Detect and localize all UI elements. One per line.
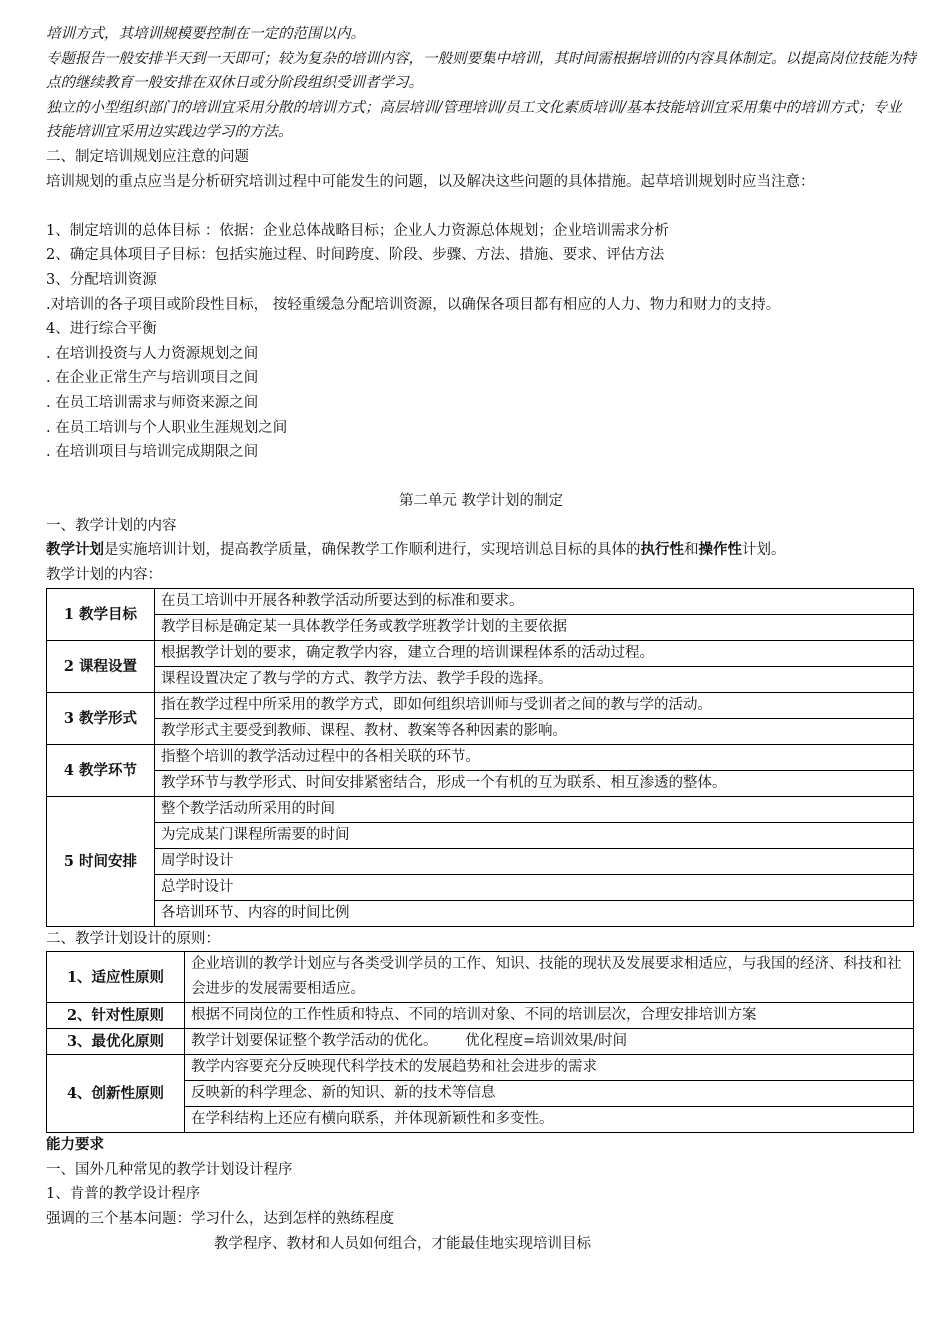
ability-heading: 能力要求 — [46, 1136, 104, 1154]
table-cell: 指整个培训的教学活动过程中的各相关联的环节。 — [155, 744, 914, 770]
document-page — [46, 22, 916, 1256]
table-cell: 总学时设计 — [155, 874, 914, 900]
teaching-plan-content-table — [46, 588, 914, 927]
row-label: 4、创新性原则 — [47, 1055, 185, 1133]
table-cell: 教学内容要充分反映现代科学技术的发展趋势和社会进步的需求 — [185, 1055, 914, 1081]
content-label: 教学计划的内容： — [46, 567, 162, 584]
ability-line: 1、肯普的教学设计程序 — [46, 1186, 201, 1203]
table-row — [47, 1029, 914, 1055]
table-row — [47, 1003, 914, 1029]
list-item: 2、确定具体项目子目标：包括实施过程、时间跨度、阶段、步骤、方法、措施、要求、评估方法 — [46, 247, 665, 264]
subsection-heading: 一、教学计划的内容 — [46, 517, 177, 534]
table-cell: 教学形式主要受到教师、课程、教材、教案等各种因素的影响。 — [155, 718, 914, 744]
table-cell: 企业培训的教学计划应与各类受训学员的工作、知识、技能的现状及发展要求相适应，与我国的经济、科技和社会进步的发展需要相适应。 — [185, 952, 914, 1003]
table-cell: 各培训环节、内容的时间比例 — [155, 900, 914, 926]
row-label: 2、针对性原则 — [47, 1003, 185, 1029]
table-cell: 指在教学过程中所采用的教学方式，即如何组织培训师与受训者之间的教与学的活动。 — [155, 692, 914, 718]
list-item: . 在员工培训与个人职业生涯规划之间 — [46, 419, 288, 436]
table-cell: 根据教学计划的要求，确定教学内容，建立合理的培训课程体系的活动过程。 — [155, 640, 914, 666]
design-principles-table — [46, 951, 914, 1133]
table-row — [47, 744, 914, 770]
list-item: . 在培训项目与培训完成期限之间 — [46, 444, 259, 461]
intro-paragraph-1: 培训方式，其培训规模要控制在一定的范围以内。 — [46, 26, 365, 42]
list-item: . 在企业正常生产与培训项目之间 — [46, 370, 259, 387]
table-row — [47, 1055, 914, 1081]
table-cell: 教学目标是确定某一具体教学任务或教学班教学计划的主要依据 — [155, 614, 914, 640]
list-item: .对培训的各子项目或阶段性目标， 按轻重缓急分配培训资源，以确保各项目都有相应的人力、物力和财力的支持。 — [46, 296, 781, 313]
ability-line: 强调的三个基本问题：学习什么，达到怎样的熟练程度 — [46, 1211, 394, 1228]
table-row — [47, 848, 914, 874]
row-label: 4 教学环节 — [47, 744, 155, 796]
table-row — [47, 692, 914, 718]
ability-line: 一、国外几种常见的教学计划设计程序 — [46, 1161, 293, 1178]
intro-paragraph-3: 独立的小型组织部门的培训宜采用分散的培训方式；高层培训/管理培训/员工文化素质培训/基本技能培训宜采用集中的培训方式；专业技能培训宜采用边实践边学习的方法。 — [46, 99, 902, 141]
table-row — [47, 718, 914, 744]
list-item: 1、制定培训的总体目标 ：依据：企业总体战略目标；企业人力资源总体规划；企业培训需求分析 — [46, 222, 669, 239]
definition-term: 教学计划 — [46, 541, 104, 559]
table-cell: 整个教学活动所采用的时间 — [155, 796, 914, 822]
table-row — [47, 952, 914, 1003]
definition-paragraph: 教学计划是实施培训计划，提高教学质量，确保教学工作顺利进行，实现培训总目标的具体的执行性和操作性计划。 — [46, 541, 786, 559]
table-cell: 反映新的科学理念、新的知识、新的技术等信息 — [185, 1081, 914, 1107]
table-cell: 课程设置决定了教与学的方式、教学方法、教学手段的选择。 — [155, 666, 914, 692]
table-row — [47, 770, 914, 796]
table-row — [47, 640, 914, 666]
row-label: 3、最优化原则 — [47, 1029, 185, 1055]
table-cell: 在学科结构上还应有横向联系，并体现新颖性和多变性。 — [185, 1107, 914, 1133]
table-row — [47, 822, 914, 848]
table-row — [47, 874, 914, 900]
list-item: 4、进行综合平衡 — [46, 321, 157, 338]
table-cell: 在员工培训中开展各种教学活动所要达到的标准和要求。 — [155, 588, 914, 614]
section-intro: 培训规划的重点应当是分析研究培训过程中可能发生的问题，以及解决这些问题的具体措施。起草培训规划时应当注意： — [46, 173, 815, 190]
table-row — [47, 614, 914, 640]
row-label: 1 教学目标 — [47, 588, 155, 640]
row-label: 3 教学形式 — [47, 692, 155, 744]
table-row — [47, 900, 914, 926]
ability-line: 教学程序、教材和人员如何组合，才能最佳地实现培训目标 — [214, 1235, 591, 1252]
row-label: 1、适应性原则 — [47, 952, 185, 1003]
list-item: 3、分配培训资源 — [46, 271, 157, 288]
list-item: . 在培训投资与人力资源规划之间 — [46, 345, 259, 362]
table-row — [47, 588, 914, 614]
table-cell: 根据不同岗位的工作性质和特点、不同的培训对象、不同的培训层次，合理安排培训方案 — [185, 1003, 914, 1029]
table-row — [47, 796, 914, 822]
table-cell: 教学环节与教学形式、时间安排紧密结合，形成一个有机的互为联系、相互渗透的整体。 — [155, 770, 914, 796]
table-cell: 周学时设计 — [155, 848, 914, 874]
section-heading: 二、制定培训规划应注意的问题 — [46, 148, 249, 165]
table-row — [47, 666, 914, 692]
unit-title: 第二单元 教学计划的制定 — [398, 493, 564, 510]
row-label: 2 课程设置 — [47, 640, 155, 692]
list-item: . 在员工培训需求与师资来源之间 — [46, 394, 259, 411]
intro-paragraph-2: 专题报告一般安排半天到一天即可；较为复杂的培训内容，一般则要集中培训，其时间需根据培训的内容具体制定。以提高岗位技能为特点的继续教育一般安排在双休日或分阶段组织受训者学习。 — [46, 50, 916, 92]
row-label: 5 时间安排 — [47, 796, 155, 926]
table-cell: 教学计划要保证整个教学活动的优化。 优化程度=培训效果/时间 — [185, 1029, 914, 1055]
principles-heading: 二、教学计划设计的原则： — [46, 930, 220, 947]
table-cell: 为完成某门课程所需要的时间 — [155, 822, 914, 848]
